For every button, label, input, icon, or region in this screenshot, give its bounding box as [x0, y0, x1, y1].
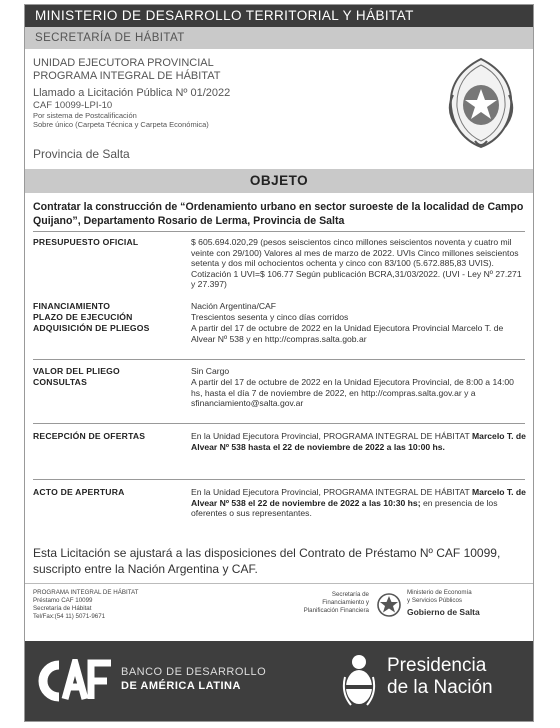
secretaria-header: SECRETARÍA DE HÁBITAT — [25, 27, 533, 49]
apertura-tail: en presencia de los oferentes o sus representantes. — [191, 497, 498, 519]
valor-value: Sin Cargo — [191, 366, 230, 376]
footer-sec2: Financiamiento y — [322, 599, 369, 606]
sistema-line1: Por sistema de Postcalificación — [33, 111, 137, 120]
caf-logo-icon — [37, 659, 113, 703]
footer-prog4: Tel/Fax:(54 11) 5071-9671 — [33, 613, 106, 620]
unit-info — [33, 57, 433, 129]
sponsor-banner — [25, 641, 533, 721]
footer-prog3: Secretaría de Hábitat — [33, 605, 92, 612]
sistema-line2: Sobre único (Carpeta Técnica y Carpeta Económica) — [33, 120, 209, 129]
gobierno-salta-logo-icon — [377, 591, 401, 619]
apertura-value — [191, 487, 527, 519]
plazo-label: PLAZO DE EJECUCIÓN — [33, 312, 133, 322]
footer-contact — [33, 589, 213, 621]
recepcion-text: En la Unidad Ejecutora Provincial, PROGRAMA INTEGRAL DE HÁBITAT — [191, 431, 470, 441]
gobierno-salta-label: Gobierno de Salta — [407, 607, 480, 617]
presupuesto-label: PRESUPUESTO OFICIAL — [33, 237, 139, 247]
apertura-bold: Marcelo T. de Alvear Nº 538 el 22 de noviembre de 2022 a las 10:30 hs; — [191, 487, 526, 508]
caf-text — [121, 665, 266, 693]
presidencia-line2: de la Nación — [387, 677, 493, 698]
financiamiento-label: FINANCIAMIENTO — [33, 301, 111, 311]
footer-prog2: Préstamo CAF 10099 — [33, 597, 93, 604]
consultas-label: CONSULTAS — [33, 377, 87, 387]
objeto-description: Contratar la construcción de “Ordenamiento urbano en sector suroeste de la localidad de Campo Quijano”, Departamento Rosario de Lerma, Provincia de Salta — [33, 201, 524, 227]
caf-code: CAF 10099-LPI-10 — [33, 100, 113, 111]
objeto-heading: OBJETO — [25, 169, 533, 193]
recepcion-label: RECEPCIÓN DE OFERTAS — [33, 431, 146, 441]
recepcion-value — [191, 431, 527, 452]
presidencia-line1: Presidencia — [387, 655, 487, 676]
footer-min2: y Servicios Públicos — [407, 597, 463, 604]
caf-line1: BANCO DE DESARROLLO — [121, 666, 267, 678]
financiamiento-value: Nación Argentina/CAF — [191, 301, 277, 311]
divider — [25, 583, 533, 584]
footer-prog1: PROGRAMA INTEGRAL DE HÁBITAT — [33, 589, 139, 596]
ministry-header: MINISTERIO DE DESARROLLO TERRITORIAL Y HÁBITAT — [25, 5, 533, 27]
argentina-coat-of-arms-icon — [341, 653, 377, 709]
plazo-value: Trescientos sesenta y cinco días corridos — [191, 312, 349, 322]
divider — [33, 359, 525, 360]
closing-statement: Esta Licitación se ajustará a las disposiciones del Contrato de Préstamo Nº CAF 10099, suscripto entre la Nación Argentina y CAF. — [33, 546, 501, 576]
ministerio-text — [407, 589, 472, 605]
llamado-title: Llamado a Licitación Pública Nº 01/2022 — [33, 87, 231, 99]
divider — [33, 479, 525, 480]
valor-label: VALOR DEL PLIEGO — [33, 366, 120, 376]
footer-min1: Ministerio de Economía — [407, 589, 472, 596]
unit-line2: PROGRAMA INTEGRAL DE HÁBITAT — [33, 70, 221, 82]
consultas-value: A partir del 17 de octubre de 2022 en la Unidad Ejecutora Provincial, de 8:00 a 14:00 hs, hasta el día 7 de noviembre de 2022, en http://compras.salta.gov.ar y a sfinanciamiento@salta.gov.ar — [191, 377, 514, 409]
footer-ministerio — [377, 589, 527, 629]
divider — [33, 231, 525, 232]
caf-line2: DE AMÉRICA LATINA — [121, 680, 241, 692]
presupuesto-value: $ 605.694.020,29 (pesos seiscientos cinco millones seiscientos noventa y cuatro mil veinte con 29/100) Valores al mes de marzo de 2022. UVIs Cinco millones seiscientos setenta y dos mil ochocientos ochenta y cinco con 83/100 (5.672.885,83 UVIS). Cotización 1 UVI=$ 106.77 Según publicación BCRA,31/03/2022. (UVI - Ley Nº 27.271 y 27.397) — [191, 237, 522, 290]
apertura-label: ACTO DE APERTURA — [33, 487, 125, 497]
footer-secretaria — [273, 591, 369, 615]
unit-line1: UNIDAD EJECUTORA PROVINCIAL — [33, 57, 214, 69]
footer-sec3: Planificación Financiera — [303, 607, 369, 614]
presidencia-text — [387, 655, 493, 699]
divider — [33, 423, 525, 424]
salta-coat-of-arms-icon — [441, 55, 521, 151]
adquisicion-label: ADQUISICIÓN DE PLIEGOS — [33, 323, 150, 333]
tender-notice — [24, 4, 534, 722]
footer-sec1: Secretaría de — [331, 591, 369, 598]
provincia-label: Provincia de Salta — [33, 147, 130, 161]
recepcion-bold: Marcelo T. de Alvear Nº 538 hasta el 22 de noviembre de 2022 a las 10:00 hs. — [191, 431, 526, 452]
adquisicion-value: A partir del 17 de octubre de 2022 en la Unidad Ejecutora Provincial Marcelo T. de Alvear Nº 538 y en http://compras.salta.gob.ar — [191, 323, 504, 344]
apertura-text: En la Unidad Ejecutora Provincial, PROGRAMA INTEGRAL DE HÁBITAT — [191, 487, 470, 497]
